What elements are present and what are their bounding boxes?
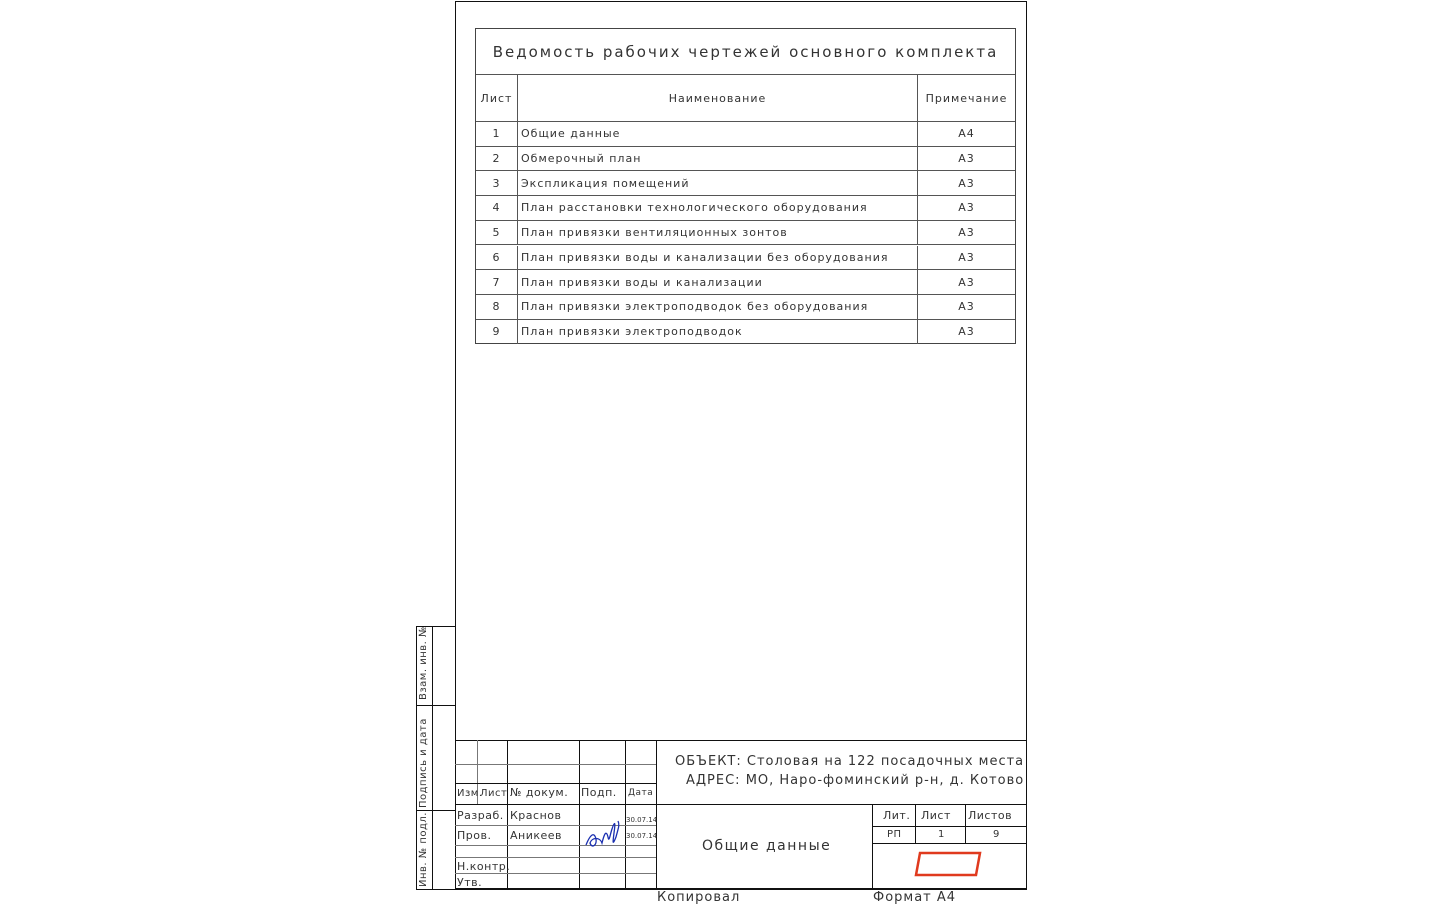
- inv-podl-label: Инв. № подл.: [418, 812, 429, 887]
- header-sheet: Лист: [476, 75, 518, 121]
- cell-note: А3: [958, 176, 975, 190]
- cell-name: Экспликация помещений: [518, 171, 918, 195]
- vzam-inv-label: Взам. инв. №: [418, 626, 429, 700]
- stamp-podp: Подп.: [581, 786, 617, 799]
- table-row: [476, 320, 1015, 345]
- table-row: [476, 147, 1015, 172]
- cell-note: А3: [958, 201, 975, 215]
- cell-name: Обмерочный план: [518, 147, 918, 171]
- stamp-izm: Изм.: [457, 788, 483, 799]
- lit-label: Лит.: [883, 809, 911, 822]
- cell-note: А3: [958, 300, 975, 314]
- role-utv: Утв.: [457, 876, 483, 889]
- cell-note: А3: [958, 250, 975, 264]
- copied-label: Копировал: [657, 890, 741, 905]
- cell-num: 1: [476, 122, 518, 146]
- cell-note: А3: [958, 275, 975, 289]
- table-row: [476, 295, 1015, 320]
- role-nkontr: Н.контр.: [457, 860, 511, 873]
- object-label: ОБЪЕКТ: Столовая на 122 посадочных места: [675, 754, 1025, 769]
- cell-note: А4: [958, 127, 975, 141]
- drawings-list-table: [475, 28, 1016, 344]
- name-prov: Аникеев: [510, 829, 563, 842]
- cell-num: 9: [476, 320, 518, 345]
- date-prov: 30.07.14: [626, 832, 658, 840]
- format-label: Формат А4: [873, 890, 957, 905]
- cell-num: 6: [476, 246, 518, 270]
- stamp-doc: № докум.: [510, 786, 569, 799]
- list-label: Лист: [921, 809, 951, 822]
- header-note: Примечание: [925, 91, 1008, 105]
- table-row: [476, 246, 1015, 271]
- cell-name: План привязки электроподводок: [518, 320, 918, 345]
- table-row: [476, 221, 1015, 246]
- lists-value: 9: [993, 829, 1000, 840]
- lists-label: Листов: [968, 809, 1013, 822]
- role-prov: Пров.: [457, 829, 492, 842]
- header-name: Наименование: [518, 75, 918, 121]
- table-row: [476, 270, 1015, 295]
- cell-name: План привязки вентиляционных зонтов: [518, 221, 918, 245]
- table-row: [476, 122, 1015, 147]
- address-label: АДРЕС: МО, Наро-фоминский р-н, д. Котово: [686, 773, 1025, 788]
- role-razrab: Разраб.: [457, 809, 504, 822]
- table-header-row: [476, 75, 1015, 122]
- cell-num: 3: [476, 171, 518, 195]
- date-razrab: 30.07.14: [626, 816, 658, 824]
- signature-date-label: Подпись и дата: [418, 718, 429, 808]
- cell-num: 7: [476, 270, 518, 294]
- table-row: [476, 196, 1015, 221]
- stamp-list: Лист: [480, 788, 508, 799]
- stamp-date: Дата: [628, 788, 654, 798]
- cell-name: Общие данные: [518, 122, 918, 146]
- cell-num: 8: [476, 295, 518, 319]
- cell-num: 2: [476, 147, 518, 171]
- cell-name: План расстановки технологического оборудования: [518, 196, 918, 220]
- name-razrab: Краснов: [510, 809, 562, 822]
- cell-name: План привязки воды и канализации без оборудования: [518, 246, 918, 270]
- cell-num: 5: [476, 221, 518, 245]
- handwritten-signature: [582, 815, 622, 855]
- cell-num: 4: [476, 196, 518, 220]
- cell-note: А3: [958, 325, 975, 339]
- cell-note: А3: [958, 152, 975, 166]
- table-title: Ведомость рабочих чертежей основного комплекта: [476, 29, 1015, 75]
- cell-name: План привязки электроподводок без оборудования: [518, 295, 918, 319]
- list-value: 1: [938, 829, 945, 840]
- lit-value: РП: [887, 829, 902, 840]
- table-row: [476, 171, 1015, 196]
- document-title: Общие данные: [702, 838, 832, 854]
- cell-note: А3: [958, 226, 975, 240]
- klen-logo: [914, 851, 982, 877]
- cell-name: План привязки воды и канализации: [518, 270, 918, 294]
